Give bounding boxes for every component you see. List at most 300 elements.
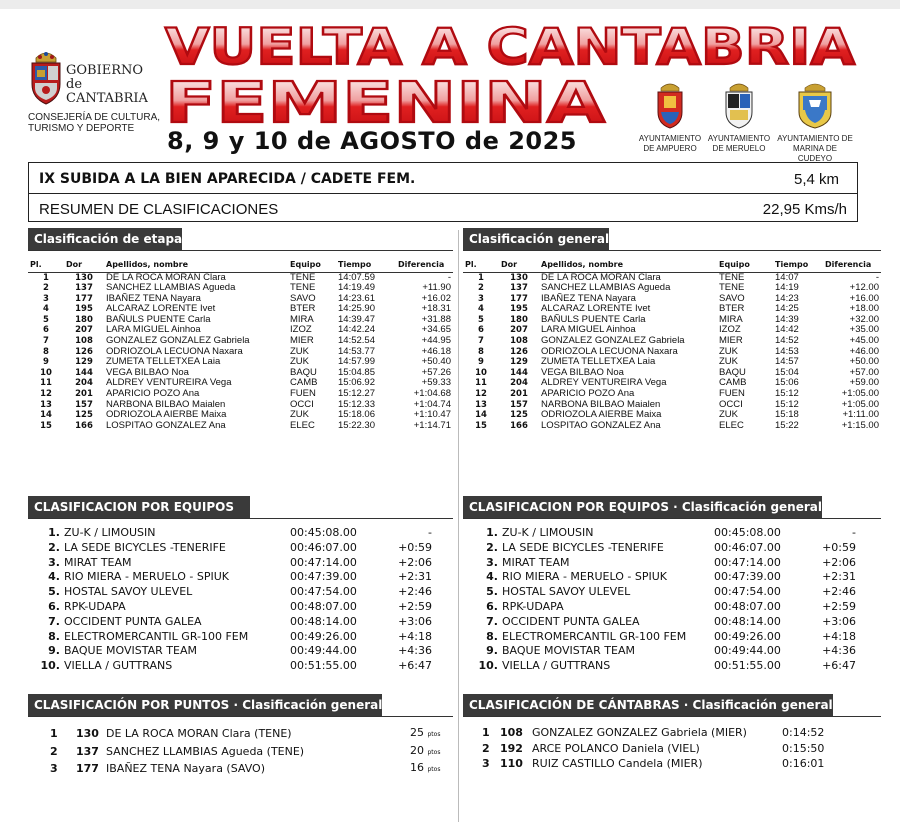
table-row xyxy=(470,644,856,659)
ayuntamiento-marina-de-cudeyo-logo xyxy=(775,80,855,164)
bib-cell: 166 xyxy=(510,420,528,431)
bib-cell: 144 xyxy=(510,367,528,378)
stage-info-box xyxy=(28,162,858,222)
points-cell xyxy=(410,725,444,743)
position-cell: 6 xyxy=(43,325,49,336)
rider-name-cell: BAÑULS PUENTE Carla xyxy=(106,313,211,325)
col-header-time: Tiempo xyxy=(773,258,823,272)
rider-name-cell: SANCHEZ LLAMBIAS Agueda xyxy=(106,282,236,294)
time-cell: 14:07 xyxy=(775,271,799,283)
gap-cell: +4:36 xyxy=(822,644,856,658)
gap-cell: +1:10.47 xyxy=(413,409,451,421)
table-row xyxy=(482,741,842,757)
position-cell: 1 xyxy=(482,726,490,739)
section-rule xyxy=(463,716,881,717)
bib-cell: 108 xyxy=(510,336,528,347)
position-cell: 9. xyxy=(48,644,60,658)
rider-name-cell: ODRIOZOLA LECUONA Naxara xyxy=(541,345,678,357)
gap-cell: +32.00 xyxy=(849,313,879,325)
position-cell: 6 xyxy=(478,325,484,336)
rider-name-cell: ALDREY VENTUREIRA Vega xyxy=(106,377,232,389)
team-code-cell: FUEN xyxy=(719,388,745,400)
table-row xyxy=(463,283,881,294)
team-name-cell: ELECTROMERCANTIL GR-100 FEM xyxy=(502,629,687,643)
bib-cell: 177 xyxy=(75,293,93,304)
time-cell: 00:48:07.00 xyxy=(290,599,357,613)
gap-cell: +2:06 xyxy=(822,555,856,569)
meruelo-shield-icon xyxy=(722,80,756,130)
team-code-cell: IZOZ xyxy=(290,324,312,336)
position-cell: 4 xyxy=(43,304,49,315)
time-cell: 00:51:55.00 xyxy=(290,659,357,673)
team-code-cell: TENE xyxy=(719,282,745,294)
gap-cell: +59.00 xyxy=(849,377,879,389)
ampuero-line-1: AYUNTAMIENTO xyxy=(638,134,702,143)
col-header-gap: Diferencia xyxy=(823,258,881,272)
time-cell: 0:15:50 xyxy=(782,741,825,755)
rider-name-cell: ZUMETA TELLETXEA Laia xyxy=(541,356,656,368)
gap-cell: +1:05.00 xyxy=(841,398,879,410)
position-cell: 2 xyxy=(50,744,58,758)
bib-cell: 110 xyxy=(500,757,523,770)
time-cell: 14:39.47 xyxy=(338,313,375,325)
table-row xyxy=(463,378,881,389)
table-row xyxy=(482,725,842,741)
team-code-cell: TENE xyxy=(290,271,316,283)
bib-cell: 125 xyxy=(510,410,528,421)
gobierno-line-2: de xyxy=(66,77,83,92)
team-code-cell: MIRA xyxy=(719,313,743,325)
top-bar xyxy=(0,0,900,9)
points-unit: ptos xyxy=(427,766,441,773)
team-name-cell: HOSTAL SAVOY ULEVEL xyxy=(64,585,193,599)
col-header-dor: Dor xyxy=(499,258,539,272)
position-cell: 12 xyxy=(475,389,487,400)
table-row xyxy=(463,368,881,379)
position-cell: 2 xyxy=(478,283,484,294)
bib-cell: 201 xyxy=(510,389,528,400)
team-code-cell: SAVO xyxy=(719,292,745,304)
position-cell: 5. xyxy=(486,585,498,599)
time-cell: 00:49:44.00 xyxy=(714,644,781,658)
gap-cell: +18.31 xyxy=(421,303,451,315)
bib-cell: 180 xyxy=(510,314,528,325)
bib-cell: 157 xyxy=(75,399,93,410)
rider-name-cell: LOSPITAO GONZALEZ Ana xyxy=(541,419,661,431)
position-cell: 8. xyxy=(486,629,498,643)
gap-cell: +3:06 xyxy=(398,614,432,628)
gap-cell: +31.88 xyxy=(421,313,451,325)
rider-name-cell: NARBONA BILBAO Maialen xyxy=(106,398,226,410)
points-unit: ptos xyxy=(427,731,441,738)
position-cell: 8 xyxy=(43,346,49,357)
bib-cell: 204 xyxy=(75,378,93,389)
section-rule xyxy=(28,716,453,717)
time-cell: 15:04.85 xyxy=(338,366,375,378)
position-cell: 1 xyxy=(478,272,484,283)
team-name-cell: VIELLA / GUTTRANS xyxy=(64,659,173,673)
team-name-cell: OCCIDENT PUNTA GALEA xyxy=(502,614,640,628)
bib-cell: 130 xyxy=(75,272,93,283)
bib-cell: 157 xyxy=(510,399,528,410)
table-row xyxy=(28,272,453,283)
table-row xyxy=(463,304,881,315)
gap-cell: +2:59 xyxy=(822,599,856,613)
gap-cell: +1:05.00 xyxy=(841,388,879,400)
rider-name-cell: SANCHEZ LLAMBIAS Agueda (TENE) xyxy=(106,744,305,758)
column-divider xyxy=(458,230,459,822)
table-row xyxy=(470,659,856,674)
team-code-cell: MIRA xyxy=(290,313,314,325)
cantabras-classification-header: CLASIFICACIÓN DE CÁNTABRAS · Clasificación general xyxy=(463,694,833,716)
team-code-cell: FUEN xyxy=(290,388,316,400)
team-code-cell: CAMB xyxy=(290,377,318,389)
rider-name-cell: DE LA ROCA MORAN Clara xyxy=(106,271,226,283)
table-row xyxy=(36,659,432,674)
team-name-cell: LA SEDE BICYCLES -TENERIFE xyxy=(502,540,664,554)
gap-cell: +2:59 xyxy=(398,599,432,613)
time-cell: 00:46:07.00 xyxy=(714,540,781,554)
rider-name-cell: ALCARAZ LORENTE Ivet xyxy=(106,303,216,315)
consejeria-text xyxy=(28,112,160,134)
gap-cell: +50.00 xyxy=(849,356,879,368)
gap-cell: - xyxy=(875,271,879,283)
time-cell: 00:47:39.00 xyxy=(290,570,357,584)
col-header-name: Apellidos, nombre xyxy=(104,258,288,272)
table-row xyxy=(36,526,432,541)
points-value: 16 xyxy=(410,761,424,774)
time-cell: 14:07.59 xyxy=(338,271,375,283)
time-cell: 14:57.99 xyxy=(338,356,375,368)
gap-cell: +2:31 xyxy=(822,570,856,584)
position-cell: 5 xyxy=(43,314,49,325)
gap-cell: - xyxy=(428,526,432,539)
team-code-cell: ZUK xyxy=(290,356,309,368)
title-line-2: FEMENINA xyxy=(165,71,606,130)
rider-name-cell: LARA MIGUEL Ainhoa xyxy=(541,324,636,336)
table-row xyxy=(28,315,453,326)
time-cell: 00:47:14.00 xyxy=(714,555,781,569)
col-header-name: Apellidos, nombre xyxy=(539,258,717,272)
table-row xyxy=(36,615,432,630)
time-cell: 14:42.24 xyxy=(338,324,375,336)
table-header-row xyxy=(463,258,881,272)
table-row xyxy=(36,630,432,645)
gap-cell: +11.90 xyxy=(422,282,451,294)
col-header-team: Equipo xyxy=(288,258,336,272)
time-cell: 00:49:44.00 xyxy=(290,644,357,658)
table-row xyxy=(463,294,881,305)
position-cell: 7. xyxy=(486,614,498,628)
time-cell: 14:52 xyxy=(775,335,799,347)
table-row xyxy=(463,315,881,326)
position-cell: 14 xyxy=(475,410,487,421)
position-cell: 6. xyxy=(48,599,60,613)
gap-cell: +57.00 xyxy=(849,366,879,378)
position-cell: 6. xyxy=(486,599,498,613)
gap-cell: +46.00 xyxy=(849,345,879,357)
time-cell: 14:19.49 xyxy=(338,282,375,294)
rider-name-cell: ARCE POLANCO Daniela (VIEL) xyxy=(532,741,700,755)
table-row xyxy=(28,347,453,358)
position-cell: 15 xyxy=(40,420,52,431)
table-row xyxy=(470,541,856,556)
rider-name-cell: NARBONA BILBAO Maialen xyxy=(541,398,661,410)
team-code-cell: OCCI xyxy=(290,398,314,410)
gap-cell: +12.00 xyxy=(849,282,879,294)
time-cell: 00:49:26.00 xyxy=(290,629,357,643)
team-name-cell: RIO MIERA - MERUELO - SPIUK xyxy=(502,570,667,584)
col-header-gap: Diferencia xyxy=(396,258,453,272)
table-row xyxy=(463,357,881,368)
gap-cell: +6:47 xyxy=(398,659,432,673)
bib-cell: 129 xyxy=(510,357,528,368)
rider-name-cell: GONZALEZ GONZALEZ Gabriela xyxy=(541,335,685,347)
time-cell: 14:25 xyxy=(775,303,799,315)
gap-cell: +4:18 xyxy=(822,629,856,643)
gap-cell: +2:31 xyxy=(398,570,432,584)
position-cell: 9. xyxy=(486,644,498,658)
team-code-cell: ZUK xyxy=(719,345,738,357)
table-row xyxy=(36,556,432,571)
bib-cell: 137 xyxy=(76,744,99,758)
table-header-row xyxy=(28,258,453,272)
position-cell: 15 xyxy=(475,420,487,431)
team-code-cell: ELEC xyxy=(290,419,315,431)
meruelo-line-1: AYUNTAMIENTO xyxy=(707,134,771,143)
teams-classification-header: CLASIFICACION POR EQUIPOS xyxy=(28,496,250,518)
time-cell: 15:22.30 xyxy=(338,419,375,431)
position-cell: 3 xyxy=(482,757,490,770)
time-cell: 14:53 xyxy=(775,345,799,357)
table-row xyxy=(470,556,856,571)
teams-general-classification-table xyxy=(470,526,856,674)
rider-name-cell: RUIZ CASTILLO Candela (MIER) xyxy=(532,757,703,770)
rider-name-cell: APARICIO POZO Ana xyxy=(541,388,635,400)
position-cell: 3. xyxy=(48,555,60,569)
position-cell: 12 xyxy=(40,389,52,400)
ampuero-shield-icon xyxy=(655,80,685,130)
marina-de-cudeyo-shield-icon xyxy=(795,80,835,130)
gap-cell: +18.00 xyxy=(849,303,879,315)
rider-name-cell: DE LA ROCA MORAN Clara xyxy=(541,271,661,283)
stage-name: IX SUBIDA A LA BIEN APARECIDA / CADETE FEM. xyxy=(39,171,416,187)
table-row xyxy=(36,541,432,556)
team-name-cell: ZU-K / LIMOUSIN xyxy=(502,526,594,539)
gap-cell: +50.40 xyxy=(421,356,451,368)
position-cell: 11 xyxy=(40,378,52,389)
time-cell: 0:14:52 xyxy=(782,726,825,739)
bib-cell: 137 xyxy=(510,283,528,294)
gap-cell: +45.00 xyxy=(849,335,879,347)
position-cell: 4 xyxy=(478,304,484,315)
gobierno-text xyxy=(66,64,148,106)
position-cell: 3 xyxy=(43,293,49,304)
table-row xyxy=(28,294,453,305)
bib-cell: 144 xyxy=(75,367,93,378)
col-header-dor: Dor xyxy=(64,258,104,272)
position-cell: 3 xyxy=(478,293,484,304)
points-classification-table xyxy=(50,725,444,778)
marina-de-cudeyo-line-2: MARINA DE CUDEYO xyxy=(792,144,837,163)
table-row xyxy=(28,304,453,315)
time-cell: 00:51:55.00 xyxy=(714,659,781,673)
position-cell: 7 xyxy=(43,336,49,347)
rider-name-cell: VEGA BILBAO Noa xyxy=(106,366,189,378)
position-cell: 3 xyxy=(50,762,58,775)
gap-cell: +1:04.68 xyxy=(413,388,451,400)
team-name-cell: RPK-UDAPA xyxy=(502,599,564,613)
col-header-time: Tiempo xyxy=(336,258,396,272)
bib-cell: 192 xyxy=(500,741,523,755)
table-row xyxy=(463,347,881,358)
bib-cell: 137 xyxy=(75,283,93,294)
gap-cell: - xyxy=(447,271,451,283)
table-row xyxy=(50,760,444,778)
table-row xyxy=(470,630,856,645)
bib-cell: 108 xyxy=(500,726,523,739)
table-row xyxy=(28,410,453,421)
position-cell: 13 xyxy=(475,399,487,410)
bib-cell: 195 xyxy=(75,304,93,315)
rider-name-cell: DE LA ROCA MORAN Clara (TENE) xyxy=(106,727,292,740)
team-code-cell: TENE xyxy=(290,282,316,294)
time-cell: 00:47:14.00 xyxy=(290,555,357,569)
section-rule xyxy=(28,250,453,251)
table-row xyxy=(470,615,856,630)
time-cell: 00:48:14.00 xyxy=(714,614,781,628)
stage-classification-table xyxy=(28,258,453,431)
time-cell: 14:19 xyxy=(775,282,799,294)
team-name-cell: RIO MIERA - MERUELO - SPIUK xyxy=(64,570,229,584)
stage-classification-header: Clasificación de etapa xyxy=(28,228,182,250)
position-cell: 7 xyxy=(478,336,484,347)
points-unit: ptos xyxy=(427,748,441,756)
rider-name-cell: IBAÑEZ TENA Nayara xyxy=(106,292,201,304)
table-row xyxy=(470,570,856,585)
time-cell: 14:39 xyxy=(775,313,799,325)
gap-cell: +44.95 xyxy=(421,335,451,347)
time-cell: 15:12 xyxy=(775,398,799,410)
bib-cell: 177 xyxy=(76,762,99,775)
bib-cell: 195 xyxy=(510,304,528,315)
gap-cell: +0:59 xyxy=(398,540,432,554)
table-row xyxy=(470,600,856,615)
team-code-cell: BAQU xyxy=(290,366,317,378)
team-code-cell: BAQU xyxy=(719,366,746,378)
teams-general-classification-header: CLASIFICACION POR EQUIPOS · Clasificación general xyxy=(463,496,822,518)
team-code-cell: ZUK xyxy=(719,356,738,368)
rider-name-cell: ZUMETA TELLETXEA Laia xyxy=(106,356,221,368)
team-code-cell: ZUK xyxy=(290,409,309,421)
gap-cell: +1:11.00 xyxy=(842,409,879,421)
position-cell: 14 xyxy=(40,410,52,421)
rider-name-cell: GONZALEZ GONZALEZ Gabriela xyxy=(106,335,250,347)
table-row xyxy=(28,400,453,411)
position-cell: 1. xyxy=(486,526,498,539)
position-cell: 1 xyxy=(43,272,49,283)
table-row xyxy=(50,743,444,761)
gap-cell: +0:59 xyxy=(822,540,856,554)
team-code-cell: ELEC xyxy=(719,419,744,431)
team-name-cell: LA SEDE BICYCLES -TENERIFE xyxy=(64,540,226,554)
bib-cell: 180 xyxy=(75,314,93,325)
table-row xyxy=(28,389,453,400)
time-cell: 15:04 xyxy=(775,366,799,378)
gap-cell: +34.65 xyxy=(421,324,451,336)
points-cell xyxy=(410,743,444,761)
team-name-cell: ELECTROMERCANTIL GR-100 FEM xyxy=(64,629,249,643)
col-header-team: Equipo xyxy=(717,258,773,272)
time-cell: 14:42 xyxy=(775,324,799,336)
team-code-cell: SAVO xyxy=(290,292,316,304)
gap-cell: +1:14.71 xyxy=(413,419,451,431)
event-dates: 8, 9 y 10 de AGOSTO de 2025 xyxy=(167,127,577,155)
time-cell: 15:12.33 xyxy=(338,398,375,410)
table-row xyxy=(28,283,453,294)
time-cell: 00:49:26.00 xyxy=(714,629,781,643)
title-line-1: VUELTA A CANTABRIA xyxy=(165,18,856,76)
time-cell: 00:46:07.00 xyxy=(290,540,357,554)
time-cell: 15:12.27 xyxy=(338,388,375,400)
time-cell: 14:52.54 xyxy=(338,335,375,347)
table-row xyxy=(463,272,881,283)
rider-name-cell: IBAÑEZ TENA Nayara xyxy=(541,292,636,304)
time-cell: 00:45:08.00 xyxy=(714,526,781,539)
rider-name-cell: LARA MIGUEL Ainhoa xyxy=(106,324,201,336)
position-cell: 9 xyxy=(478,357,484,368)
section-rule xyxy=(463,518,881,519)
bib-cell: 201 xyxy=(75,389,93,400)
gap-cell: +3:06 xyxy=(822,614,856,628)
gap-cell: +1:15.00 xyxy=(841,419,879,431)
gap-cell: +16.02 xyxy=(421,292,451,304)
stage-info-row xyxy=(29,163,857,194)
time-cell: 00:48:07.00 xyxy=(714,599,781,613)
team-name-cell: MIRAT TEAM xyxy=(64,555,132,569)
table-row xyxy=(36,585,432,600)
table-row xyxy=(28,357,453,368)
general-classification-header: Clasificación general xyxy=(463,228,609,250)
gobierno-line-1: GOBIERNO xyxy=(66,63,144,78)
rider-name-cell: VEGA BILBAO Noa xyxy=(541,366,624,378)
bib-cell: 126 xyxy=(510,346,528,357)
table-row xyxy=(463,421,881,432)
table-row xyxy=(36,570,432,585)
position-cell: 3. xyxy=(486,555,498,569)
col-header-pl: Pl. xyxy=(463,258,499,272)
gap-cell: +2:46 xyxy=(398,585,432,599)
position-cell: 4. xyxy=(486,570,498,584)
rider-name-cell: SANCHEZ LLAMBIAS Agueda xyxy=(541,282,671,294)
bib-cell: 177 xyxy=(510,293,528,304)
time-cell: 15:06.92 xyxy=(338,377,375,389)
gap-cell: +57.26 xyxy=(421,366,451,378)
bib-cell: 130 xyxy=(76,727,99,740)
meruelo-line-2: DE MERUELO xyxy=(712,144,766,153)
position-cell: 10 xyxy=(40,367,52,378)
table-row xyxy=(36,644,432,659)
table-row xyxy=(463,389,881,400)
team-name-cell: OCCIDENT PUNTA GALEA xyxy=(64,614,202,628)
gap-cell: +59.33 xyxy=(421,377,451,389)
time-cell: 14:23.61 xyxy=(338,292,375,304)
average-speed: 22,95 Kms/h xyxy=(762,201,847,218)
time-cell: 0:16:01 xyxy=(782,757,825,770)
time-cell: 14:25.90 xyxy=(338,303,375,315)
team-name-cell: ZU-K / LIMOUSIN xyxy=(64,526,156,539)
position-cell: 2. xyxy=(486,540,498,554)
